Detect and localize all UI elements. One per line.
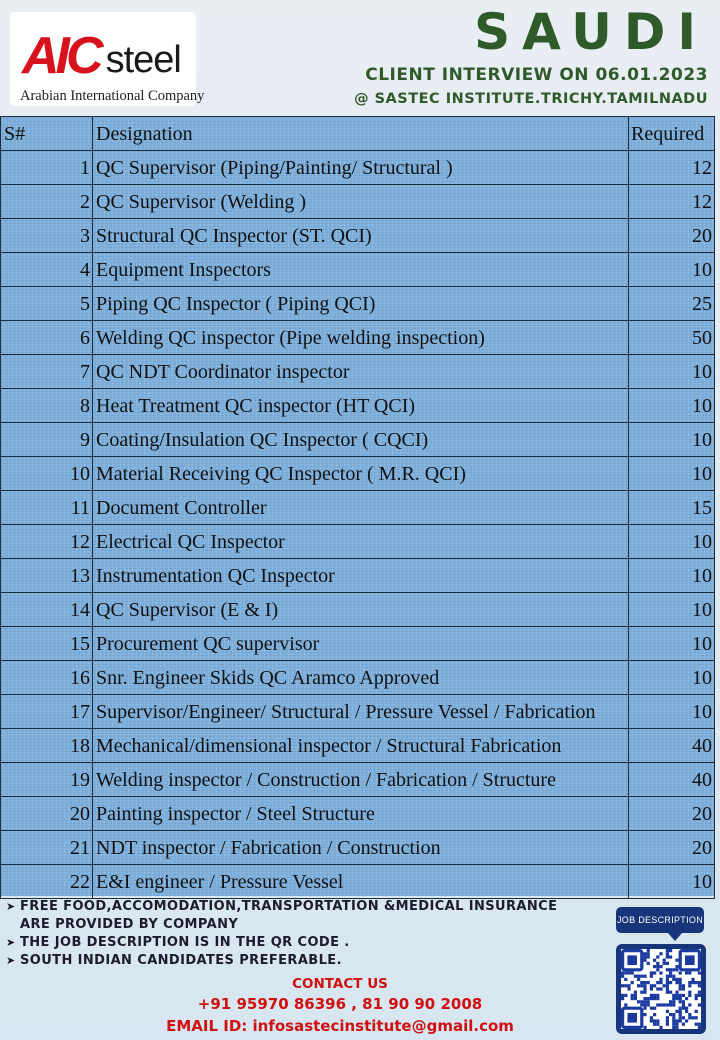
row-designation: Painting inspector / Steel Structure [93,797,629,831]
row-required: 12 [629,151,715,185]
table-row [1,559,715,593]
table-row [1,321,715,355]
row-designation: Instrumentation QC Inspector [93,559,629,593]
logo-mark [22,26,181,85]
row-designation: E&I engineer / Pressure Vessel [93,865,629,899]
note-item [6,934,586,952]
table-row [1,355,715,389]
qr-code-icon[interactable] [621,949,701,1029]
row-required: 20 [629,831,715,865]
contact-email[interactable]: EMAIL ID: infosastecinstitute@gmail.com [166,1017,514,1035]
row-serial: 19 [1,763,93,797]
row-serial: 21 [1,831,93,865]
table-row [1,219,715,253]
note-text: SOUTH INDIAN CANDIDATES PREFERABLE. [20,953,342,968]
table-row [1,593,715,627]
qr-code-frame[interactable] [616,944,706,1034]
row-serial: 6 [1,321,93,355]
table-row [1,695,715,729]
row-serial: 12 [1,525,93,559]
row-serial: 22 [1,865,93,899]
row-required: 10 [629,661,715,695]
row-required: 12 [629,185,715,219]
table-header-row [1,117,715,151]
interview-venue: @ SASTEC INSTITUTE.TRICHY.TAMILNADU [354,91,708,107]
row-serial: 13 [1,559,93,593]
row-serial: 18 [1,729,93,763]
row-required: 10 [629,355,715,389]
arrow-bullet-icon: ➤ [6,954,16,967]
row-required: 40 [629,729,715,763]
column-header-serial: S# [1,117,93,151]
row-required: 10 [629,559,715,593]
row-designation: Supervisor/Engineer/ Structural / Pressure Vessel / Fabrication [93,695,629,729]
row-serial: 14 [1,593,93,627]
row-serial: 8 [1,389,93,423]
row-serial: 2 [1,185,93,219]
row-required: 10 [629,865,715,899]
contact-phone[interactable]: +91 95970 86396 , 81 90 90 2008 [197,995,483,1013]
country-title: SAUDI [474,3,708,61]
row-serial: 9 [1,423,93,457]
row-serial: 5 [1,287,93,321]
table-row [1,831,715,865]
note-item [6,898,586,934]
row-designation: QC Supervisor (E & I) [93,593,629,627]
table-row [1,763,715,797]
table-row [1,491,715,525]
table-row [1,797,715,831]
qr-code-graphic [621,949,701,1029]
table-row [1,457,715,491]
row-required: 40 [629,763,715,797]
row-designation: Welding QC inspector (Pipe welding inspection) [93,321,629,355]
row-designation: Structural QC Inspector (ST. QCI) [93,219,629,253]
row-designation: Snr. Engineer Skids QC Aramco Approved [93,661,629,695]
table-row [1,287,715,321]
row-designation: Welding inspector / Construction / Fabrication / Structure [93,763,629,797]
job-description-label: JOB DESCRIPTION [616,907,704,933]
row-serial: 20 [1,797,93,831]
logo-subtitle: Arabian International Company [20,88,205,104]
row-serial: 1 [1,151,93,185]
row-serial: 4 [1,253,93,287]
row-designation: Material Receiving QC Inspector ( M.R. QCI) [93,457,629,491]
table-row [1,729,715,763]
row-serial: 11 [1,491,93,525]
row-designation: Electrical QC Inspector [93,525,629,559]
row-required: 20 [629,219,715,253]
table-body [1,151,715,899]
column-header-required: Required [629,117,715,151]
vacancy-table [0,116,715,899]
row-designation: QC NDT Coordinator inspector [93,355,629,389]
row-designation: Piping QC Inspector ( Piping QCI) [93,287,629,321]
row-required: 10 [629,525,715,559]
interview-date: CLIENT INTERVIEW ON 06.01.2023 [365,65,708,85]
contact-title: CONTACT US [292,976,388,992]
table-row [1,627,715,661]
vacancy-table-container [0,116,714,896]
row-required: 20 [629,797,715,831]
row-designation: Equipment Inspectors [93,253,629,287]
row-required: 10 [629,627,715,661]
row-serial: 15 [1,627,93,661]
logo-aic-mark: AIC [22,27,100,85]
arrow-bullet-icon: ➤ [6,936,16,949]
table-row [1,525,715,559]
table-row [1,389,715,423]
row-required: 10 [629,389,715,423]
row-serial: 3 [1,219,93,253]
row-serial: 16 [1,661,93,695]
row-designation: Document Controller [93,491,629,525]
row-serial: 10 [1,457,93,491]
row-required: 15 [629,491,715,525]
row-serial: 7 [1,355,93,389]
row-required: 50 [629,321,715,355]
contact-block [150,975,530,1037]
row-required: 10 [629,695,715,729]
table-row [1,151,715,185]
row-serial: 17 [1,695,93,729]
benefits-notes [6,898,586,970]
row-designation: QC Supervisor (Piping/Painting/ Structural ) [93,151,629,185]
table-row [1,253,715,287]
table-row [1,661,715,695]
row-designation: QC Supervisor (Welding ) [93,185,629,219]
row-required: 10 [629,457,715,491]
row-required: 25 [629,287,715,321]
row-designation: Coating/Insulation QC Inspector ( CQCI) [93,423,629,457]
row-designation: Heat Treatment QC inspector (HT QCI) [93,389,629,423]
row-required: 10 [629,423,715,457]
logo-steel-word: steel [105,39,181,81]
arrow-bullet-icon: ➤ [6,900,16,913]
note-text: FREE FOOD,ACCOMODATION,TRANSPORTATION &MEDICAL INSURANCE ARE PROVIDED BY COMPANY [20,899,558,932]
note-text: THE JOB DESCRIPTION IS IN THE QR CODE . [20,935,350,950]
row-required: 10 [629,593,715,627]
row-required: 10 [629,253,715,287]
table-row [1,185,715,219]
row-designation: NDT inspector / Fabrication / Construction [93,831,629,865]
company-logo [10,12,205,106]
row-designation: Mechanical/dimensional inspector / Structural Fabrication [93,729,629,763]
table-row [1,865,715,899]
row-designation: Procurement QC supervisor [93,627,629,661]
column-header-designation: Designation [93,117,629,151]
table-row [1,423,715,457]
page-header [0,0,720,116]
note-item [6,952,586,970]
